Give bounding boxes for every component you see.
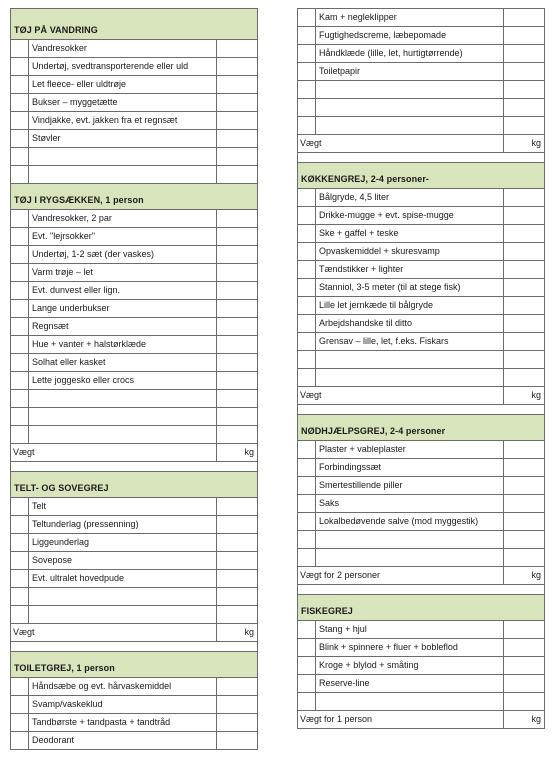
checkbox-cell[interactable]	[11, 516, 29, 533]
item-label: Blink + spinnere + fluer + bobleflod	[316, 639, 504, 656]
weight-cell[interactable]	[504, 279, 544, 296]
weight-cell[interactable]	[504, 351, 544, 368]
checkbox-cell[interactable]	[298, 369, 316, 386]
checklist-row	[298, 207, 544, 225]
item-label: Håndklæde (lille, let, hurtigtørrende)	[316, 45, 504, 62]
checklist-row	[298, 621, 544, 639]
checklist-row	[11, 372, 257, 390]
checklist-row	[11, 426, 257, 444]
checkbox-cell[interactable]	[11, 372, 29, 389]
checklist-row	[11, 570, 257, 588]
checklist-row	[11, 130, 257, 148]
weight-cell[interactable]	[217, 570, 257, 587]
section-heading: TELT- OG SOVEGREJ	[11, 472, 257, 498]
weight-unit: kg	[531, 570, 541, 580]
weight-cell[interactable]	[217, 94, 257, 111]
weight-row	[11, 624, 257, 642]
checklist-row	[298, 297, 544, 315]
weight-cell[interactable]	[217, 534, 257, 551]
weight-row	[298, 711, 544, 729]
checklist-row	[11, 318, 257, 336]
checklist-row	[298, 369, 544, 387]
item-label	[29, 166, 217, 183]
checkbox-cell[interactable]	[11, 426, 29, 443]
checklist-row	[298, 63, 544, 81]
checklist-row	[11, 552, 257, 570]
checklist-row	[298, 27, 544, 45]
section-n-dhj-lpsgrej-2-4-personer	[298, 415, 544, 595]
weight-cell[interactable]	[504, 639, 544, 656]
checkbox-cell[interactable]	[298, 441, 316, 458]
checkbox-cell[interactable]	[298, 351, 316, 368]
section-spacer	[11, 462, 257, 472]
weight-cell[interactable]	[504, 441, 544, 458]
weight-cell[interactable]	[504, 459, 544, 476]
weight-cell[interactable]	[217, 300, 257, 317]
checklist-row	[11, 714, 257, 732]
weight-cell[interactable]	[217, 112, 257, 129]
item-label: Toiletpapir	[316, 63, 504, 80]
checklist-row	[11, 498, 257, 516]
checkbox-cell[interactable]	[298, 675, 316, 692]
section-telt-og-sovegrej	[11, 472, 257, 652]
weight-unit: kg	[531, 714, 541, 724]
checkbox-cell[interactable]	[298, 225, 316, 242]
checklist-row	[11, 300, 257, 318]
item-label	[316, 531, 504, 548]
item-label: Drikke-mugge + evt. spise-mugge	[316, 207, 504, 224]
weight-row	[11, 444, 257, 462]
checklist-row	[11, 408, 257, 426]
checkbox-cell[interactable]	[11, 300, 29, 317]
item-label: Smertestillende piller	[316, 477, 504, 494]
section-t-j-i-rygs-kken-1-person	[11, 184, 257, 472]
checklist-row	[11, 210, 257, 228]
item-label: Opvaskemiddel + skuresvamp	[316, 243, 504, 260]
checklist-row	[298, 513, 544, 531]
checklist-row	[11, 732, 257, 750]
weight-cell[interactable]	[504, 63, 544, 80]
item-label: Ske + gaffel + teske	[316, 225, 504, 242]
weight-label: Vægt	[298, 387, 504, 404]
item-label: Lokalbedøvende salve (mod myggestik)	[316, 513, 504, 530]
section-heading: TØJ I RYGSÆKKEN, 1 person	[11, 184, 257, 210]
item-label	[316, 369, 504, 386]
weight-cell[interactable]	[217, 58, 257, 75]
item-label: Let fleece- eller uldtrøje	[29, 76, 217, 93]
weight-cell[interactable]	[217, 264, 257, 281]
checkbox-cell[interactable]	[298, 315, 316, 332]
section-heading: KØKKENGREJ, 2-4 personer-	[298, 163, 544, 189]
checkbox-cell[interactable]	[298, 495, 316, 512]
item-label: Støvler	[29, 130, 217, 147]
checkbox-cell[interactable]	[11, 534, 29, 551]
weight-row	[298, 135, 544, 153]
checklist-row	[298, 675, 544, 693]
checklist-row	[298, 315, 544, 333]
section-heading: TØJ PÅ VANDRING	[11, 9, 257, 40]
checkbox-cell[interactable]	[11, 166, 29, 183]
checklist-row	[298, 495, 544, 513]
item-label: Svamp/vaskeklud	[29, 696, 217, 713]
checklist-row	[298, 657, 544, 675]
weight-cell[interactable]	[504, 495, 544, 512]
item-label: Varm trøje – let	[29, 264, 217, 281]
item-label	[316, 99, 504, 116]
checklist-row	[11, 112, 257, 130]
item-label	[29, 606, 217, 623]
checklist-row	[11, 516, 257, 534]
weight-cell[interactable]	[504, 189, 544, 206]
checkbox-cell[interactable]	[298, 693, 316, 710]
item-label: Liggeunderlag	[29, 534, 217, 551]
weight-cell[interactable]	[217, 318, 257, 335]
checkbox-cell[interactable]	[298, 531, 316, 548]
item-label: Kroge + blylod + småting	[316, 657, 504, 674]
weight-cell[interactable]	[217, 732, 257, 749]
checklist-row	[298, 279, 544, 297]
checkbox-cell[interactable]	[11, 552, 29, 569]
checkbox-cell[interactable]	[298, 243, 316, 260]
checklist-row	[298, 189, 544, 207]
checklist-row	[298, 531, 544, 549]
item-label: Hue + vanter + halstørklæde	[29, 336, 217, 353]
weight-cell[interactable]	[504, 621, 544, 638]
checkbox-cell[interactable]	[11, 210, 29, 227]
weight-cell[interactable]	[217, 426, 257, 443]
checkbox-cell[interactable]	[298, 459, 316, 476]
section-spacer	[11, 642, 257, 652]
weight-cell[interactable]	[217, 40, 257, 57]
weight-label: Vægt for 2 personer	[298, 567, 504, 584]
weight-cell[interactable]	[504, 243, 544, 260]
weight-cell[interactable]	[504, 81, 544, 98]
checkbox-cell[interactable]	[298, 549, 316, 566]
checkbox-cell[interactable]	[11, 246, 29, 263]
checklist-row	[298, 459, 544, 477]
weight-cell[interactable]	[217, 498, 257, 515]
checkbox-cell[interactable]	[298, 297, 316, 314]
checkbox-cell[interactable]	[298, 63, 316, 80]
checklist-row	[298, 333, 544, 351]
checklist-row	[11, 588, 257, 606]
item-label	[29, 408, 217, 425]
checklist-row	[298, 243, 544, 261]
item-label: Stanniol, 3-5 meter (til at stege fisk)	[316, 279, 504, 296]
section-spacer	[298, 585, 544, 595]
checkbox-cell[interactable]	[11, 58, 29, 75]
weight-row	[298, 387, 544, 405]
checkbox-cell[interactable]	[11, 282, 29, 299]
checklist-row	[11, 354, 257, 372]
item-label: Undertøj, 1-2 sæt (der vaskes)	[29, 246, 217, 263]
weight-unit: kg	[531, 138, 541, 148]
checklist-row	[298, 693, 544, 711]
weight-unit: kg	[244, 627, 254, 637]
checklist-row	[11, 94, 257, 112]
checklist-row	[298, 549, 544, 567]
item-label: Sovepose	[29, 552, 217, 569]
item-label: Fugtighedscreme, læbepomade	[316, 27, 504, 44]
weight-cell[interactable]	[217, 148, 257, 165]
checklist-row	[298, 351, 544, 369]
item-label	[29, 588, 217, 605]
checklist-row	[11, 534, 257, 552]
section-t-j-p-vandring	[11, 9, 257, 184]
item-label: Stang + hjul	[316, 621, 504, 638]
weight-cell[interactable]	[217, 696, 257, 713]
weight-label: Vægt	[11, 444, 217, 461]
left-column	[10, 8, 258, 750]
section-heading: TOILETGREJ, 1 person	[11, 652, 257, 678]
right-column	[297, 8, 545, 729]
checkbox-cell[interactable]	[11, 732, 29, 749]
checkbox-cell[interactable]	[298, 9, 316, 26]
item-label	[29, 148, 217, 165]
weight-cell[interactable]	[217, 408, 257, 425]
checklist-row	[11, 148, 257, 166]
weight-label: Vægt for 1 person	[298, 711, 504, 728]
item-label: Tandbørste + tandpasta + tandtråd	[29, 714, 217, 731]
checkbox-cell[interactable]	[11, 714, 29, 731]
checklist-row	[11, 282, 257, 300]
item-label: Evt. dunvest eller lign.	[29, 282, 217, 299]
checkbox-cell[interactable]	[11, 408, 29, 425]
weight-label: Vægt	[11, 624, 217, 641]
weight-cell[interactable]	[504, 315, 544, 332]
checkbox-cell[interactable]	[11, 606, 29, 623]
weight-cell[interactable]	[217, 588, 257, 605]
checklist-row	[11, 246, 257, 264]
weight-cell[interactable]	[504, 369, 544, 386]
item-label: Lange underbukser	[29, 300, 217, 317]
item-label: Grensav – lille, let, f.eks. Fiskars	[316, 333, 504, 350]
weight-unit: kg	[531, 390, 541, 400]
item-label: Tændstikker + lighter	[316, 261, 504, 278]
weight-cell[interactable]	[504, 27, 544, 44]
section-spacer	[298, 153, 544, 163]
weight-cell[interactable]	[504, 549, 544, 566]
section-continued	[298, 9, 544, 163]
item-label: Vandresokker	[29, 40, 217, 57]
weight-cell[interactable]	[504, 693, 544, 710]
item-label: Forbindingssæt	[316, 459, 504, 476]
checkbox-cell[interactable]	[298, 99, 316, 116]
item-label: Deodorant	[29, 732, 217, 749]
weight-cell[interactable]	[504, 657, 544, 674]
weight-cell[interactable]	[217, 246, 257, 263]
section-fiskegrej	[298, 595, 544, 729]
checkbox-cell[interactable]	[11, 318, 29, 335]
checkbox-cell[interactable]	[11, 94, 29, 111]
checklist-row	[298, 477, 544, 495]
checklist-row	[11, 40, 257, 58]
checklist-row	[11, 76, 257, 94]
checkbox-cell[interactable]	[11, 130, 29, 147]
checklist-row	[11, 58, 257, 76]
weight-cell[interactable]	[217, 336, 257, 353]
checklist-row	[11, 678, 257, 696]
weight-label: Vægt	[298, 135, 504, 152]
item-label	[316, 351, 504, 368]
checklist-row	[298, 9, 544, 27]
item-label: Bålgryde, 4,5 liter	[316, 189, 504, 206]
weight-cell[interactable]	[504, 477, 544, 494]
checklist-row	[11, 228, 257, 246]
checklist-row	[298, 225, 544, 243]
item-label	[316, 81, 504, 98]
item-label: Solhat eller kasket	[29, 354, 217, 371]
section-k-kkengrej-2-4-personer	[298, 163, 544, 415]
checkbox-cell[interactable]	[11, 354, 29, 371]
checklist-row	[11, 264, 257, 282]
weight-cell[interactable]	[217, 228, 257, 245]
weight-cell[interactable]	[217, 552, 257, 569]
section-spacer	[298, 405, 544, 415]
checkbox-cell[interactable]	[298, 207, 316, 224]
weight-cell[interactable]	[217, 354, 257, 371]
weight-row	[298, 567, 544, 585]
checklist-row	[298, 639, 544, 657]
checklist-row	[298, 81, 544, 99]
weight-cell[interactable]	[217, 606, 257, 623]
item-label: Vindjakke, evt. jakken fra et regnsæt	[29, 112, 217, 129]
checkbox-cell[interactable]	[11, 498, 29, 515]
weight-cell[interactable]	[217, 130, 257, 147]
checkbox-cell[interactable]	[298, 657, 316, 674]
checkbox-cell[interactable]	[298, 45, 316, 62]
weight-cell[interactable]	[504, 333, 544, 350]
section-heading: NØDHJÆLPSGREJ, 2-4 personer	[298, 415, 544, 441]
checkbox-cell[interactable]	[298, 189, 316, 206]
weight-cell[interactable]	[504, 99, 544, 116]
checkbox-cell[interactable]	[11, 40, 29, 57]
checkbox-cell[interactable]	[298, 27, 316, 44]
item-label: Bukser – myggetætte	[29, 94, 217, 111]
item-label	[316, 693, 504, 710]
item-label: Reserve-line	[316, 675, 504, 692]
checkbox-cell[interactable]	[11, 588, 29, 605]
item-label: Evt. ultralet hovedpude	[29, 570, 217, 587]
weight-cell[interactable]	[504, 9, 544, 26]
item-label: Teltunderlag (pressenning)	[29, 516, 217, 533]
weight-cell[interactable]	[217, 282, 257, 299]
weight-unit: kg	[244, 447, 254, 457]
item-label: Kam + neglekIipper	[316, 9, 504, 26]
checkbox-cell[interactable]	[298, 333, 316, 350]
weight-cell[interactable]	[504, 297, 544, 314]
weight-cell[interactable]	[217, 390, 257, 407]
item-label: Vandresokker, 2 par	[29, 210, 217, 227]
item-label: Lille let jernkæde til bålgryde	[316, 297, 504, 314]
section-heading: FISKEGREJ	[298, 595, 544, 621]
checklist-row	[11, 336, 257, 354]
checkbox-cell[interactable]	[11, 678, 29, 695]
weight-cell[interactable]	[504, 675, 544, 692]
weight-cell[interactable]	[504, 45, 544, 62]
item-label: Lette joggesko eller crocs	[29, 372, 217, 389]
checkbox-cell[interactable]	[11, 148, 29, 165]
weight-cell[interactable]	[504, 261, 544, 278]
checkbox-cell[interactable]	[298, 621, 316, 638]
item-label: Regnsæt	[29, 318, 217, 335]
checkbox-cell[interactable]	[298, 81, 316, 98]
section-toiletgrej-1-person	[11, 652, 257, 750]
checkbox-cell[interactable]	[298, 279, 316, 296]
checkbox-cell[interactable]	[11, 570, 29, 587]
checklist-row	[11, 166, 257, 184]
checkbox-cell[interactable]	[11, 264, 29, 281]
checkbox-cell[interactable]	[298, 477, 316, 494]
weight-cell[interactable]	[504, 225, 544, 242]
checkbox-cell[interactable]	[298, 261, 316, 278]
weight-cell[interactable]	[504, 207, 544, 224]
checklist-row	[11, 606, 257, 624]
weight-cell[interactable]	[217, 210, 257, 227]
item-label: Saks	[316, 495, 504, 512]
checkbox-cell[interactable]	[11, 696, 29, 713]
item-label	[316, 117, 504, 134]
checkbox-cell[interactable]	[298, 117, 316, 134]
checklist-row	[11, 390, 257, 408]
checklist-row	[298, 441, 544, 459]
weight-cell[interactable]	[504, 117, 544, 134]
checkbox-cell[interactable]	[11, 76, 29, 93]
checklist-row	[298, 117, 544, 135]
weight-cell[interactable]	[217, 166, 257, 183]
checkbox-cell[interactable]	[11, 228, 29, 245]
item-label: Plaster + vableplaster	[316, 441, 504, 458]
item-label: Undertøj, svedtransporterende eller uld	[29, 58, 217, 75]
item-label: Håndsæbe og evt. hårvaskemiddel	[29, 678, 217, 695]
checkbox-cell[interactable]	[11, 112, 29, 129]
weight-cell[interactable]	[504, 513, 544, 530]
item-label	[29, 390, 217, 407]
weight-cell[interactable]	[217, 372, 257, 389]
item-label: Evt. "lejrsokker"	[29, 228, 217, 245]
weight-cell[interactable]	[504, 531, 544, 548]
checklist-row	[298, 99, 544, 117]
item-label	[29, 426, 217, 443]
checkbox-cell[interactable]	[298, 639, 316, 656]
checkbox-cell[interactable]	[11, 390, 29, 407]
checkbox-cell[interactable]	[298, 513, 316, 530]
checklist-row	[298, 45, 544, 63]
checklist-row	[11, 696, 257, 714]
weight-cell[interactable]	[217, 678, 257, 695]
weight-cell[interactable]	[217, 76, 257, 93]
item-label	[316, 549, 504, 566]
item-label: Telt	[29, 498, 217, 515]
checkbox-cell[interactable]	[11, 336, 29, 353]
checklist-row	[298, 261, 544, 279]
weight-cell[interactable]	[217, 516, 257, 533]
item-label: Arbejdshandske til ditto	[316, 315, 504, 332]
weight-cell[interactable]	[217, 714, 257, 731]
